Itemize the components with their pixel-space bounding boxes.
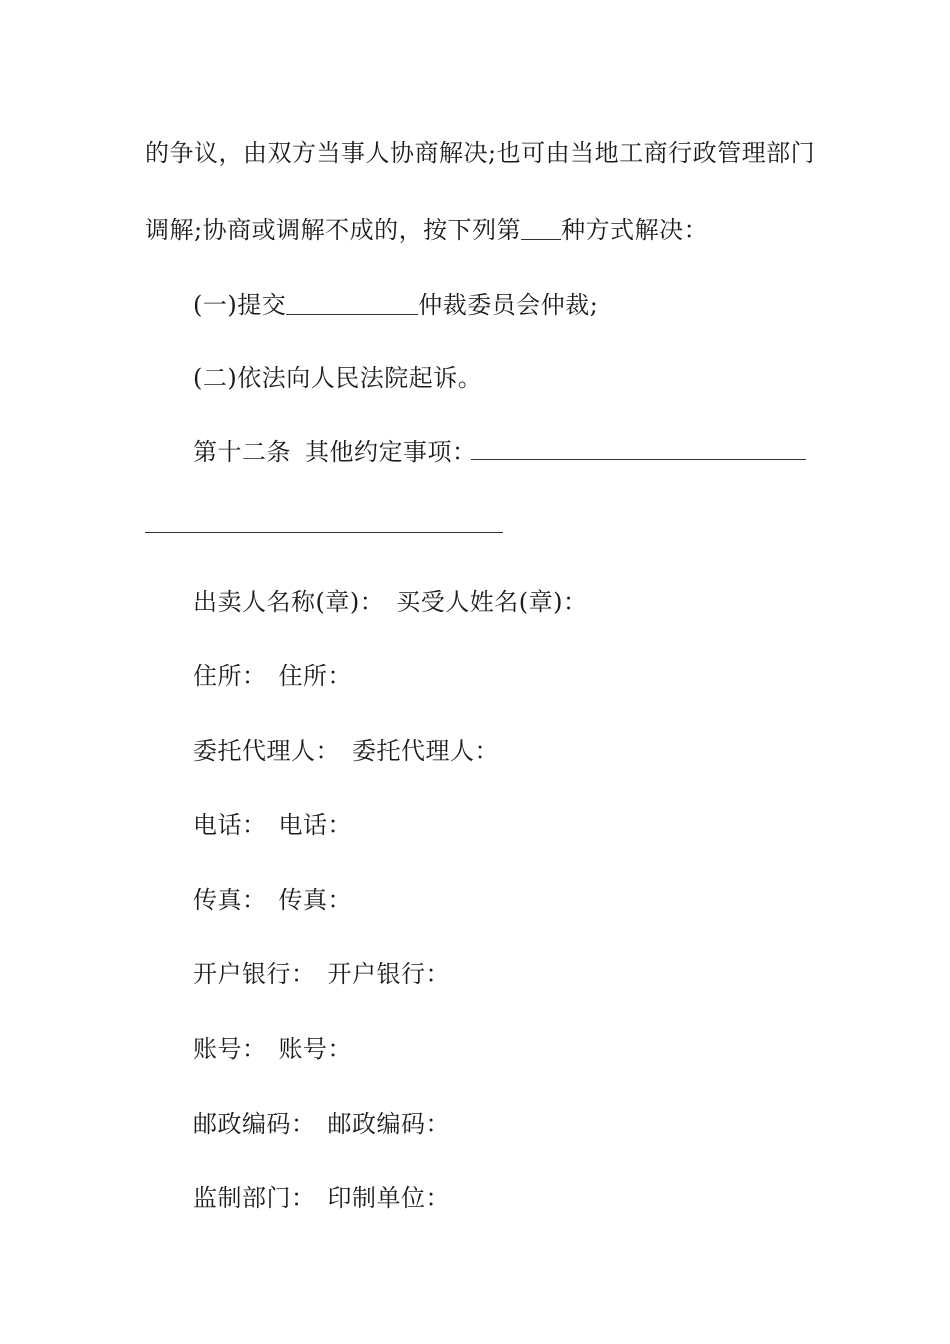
option-lawsuit-text: (二)依法向人民法院起诉。: [193, 364, 483, 392]
seller-agent-label: 委托代理人：: [193, 737, 340, 765]
dispute-clause-text-2b: 种方式解决：: [561, 216, 709, 244]
seller-address-label: 住所：: [193, 662, 267, 690]
supervisor-label: 监制部门：: [193, 1184, 316, 1212]
dispute-clause-line-2: [145, 213, 708, 245]
seller-name-label: 出卖人名称(章)：: [193, 588, 385, 616]
signature-row-account: [193, 1034, 352, 1064]
signature-row-phone: [193, 810, 352, 840]
article-12-label: 第十二条: [193, 438, 291, 466]
seller-postcode-label: 邮政编码：: [193, 1110, 316, 1138]
method-number-blank: [521, 215, 561, 240]
option-lawsuit: [193, 363, 482, 393]
dispute-clause-line-1: [145, 138, 815, 168]
seller-phone-label: 电话：: [193, 811, 267, 839]
dispute-clause-text-2a: 调解;协商或调解不成的，按下列第: [145, 216, 522, 244]
buyer-address-label: 住所：: [278, 662, 352, 690]
seller-account-label: 账号：: [193, 1035, 267, 1063]
signature-row-bank: [193, 959, 450, 989]
signature-row-address: [193, 661, 352, 691]
buyer-phone-label: 电话：: [278, 811, 352, 839]
seller-bank-label: 开户银行：: [193, 960, 316, 988]
article-12-text: 其他约定事项：: [305, 438, 477, 466]
arbitration-commission-blank: [286, 290, 418, 315]
option-arbitration-text-b: 仲裁委员会仲裁;: [418, 291, 599, 319]
dispute-clause-text-1: 的争议，由双方当事人协商解决;也可由当地工商行政管理部门: [145, 139, 816, 167]
buyer-name-label: 买受人姓名(章)：: [396, 588, 588, 616]
buyer-agent-label: 委托代理人：: [352, 737, 499, 765]
seller-fax-label: 传真：: [193, 886, 267, 914]
signature-row-postcode: [193, 1109, 450, 1139]
signature-row-name: [193, 587, 587, 617]
signature-row-agent: [193, 736, 499, 766]
option-arbitration-text-a: (一)提交: [193, 291, 287, 319]
article-12: [193, 437, 477, 467]
signature-row-fax: [193, 885, 352, 915]
option-arbitration: [193, 288, 598, 320]
other-terms-blank-1: [471, 459, 806, 460]
buyer-postcode-label: 邮政编码：: [327, 1110, 450, 1138]
buyer-bank-label: 开户银行：: [327, 960, 450, 988]
buyer-account-label: 账号：: [278, 1035, 352, 1063]
signature-row-publisher: [193, 1183, 450, 1213]
other-terms-blank-2: [145, 532, 503, 533]
printer-label: 印制单位：: [327, 1184, 450, 1212]
buyer-fax-label: 传真：: [278, 886, 352, 914]
